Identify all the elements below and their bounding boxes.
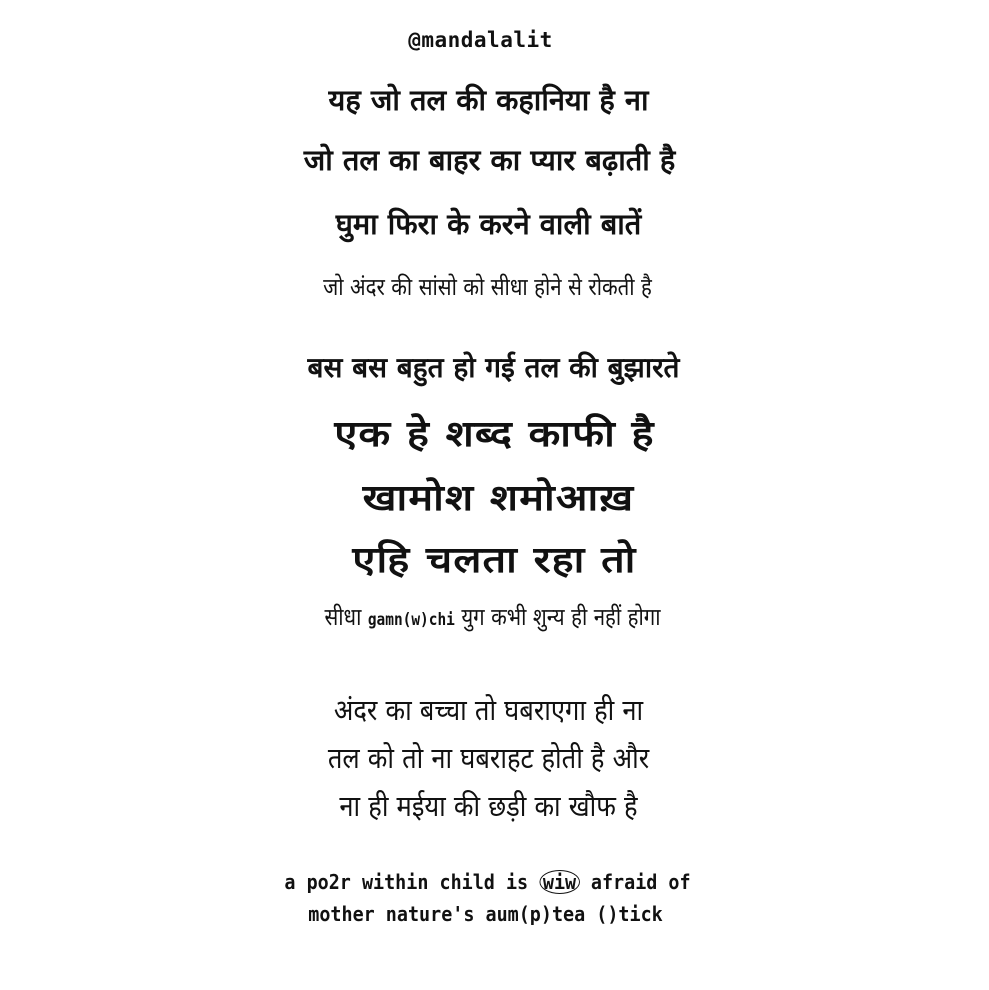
author-handle: @mandalalit [408,28,553,52]
english-line-1 [33,870,943,894]
poem-line-3: घुमा फिरा के करने वाली बातें [335,207,642,241]
stanza2-line-3: ना ही मईया की छड़ी का खौफ है [339,789,638,823]
circled-word: wiw [539,870,580,894]
poem-line-4: जो अंदर की सांसो को सीधा होने से रोकती है [323,273,652,301]
poem-line-9-part1: सीधा [324,603,368,631]
poem-line-9-mono: gamn(w)chi [367,610,455,630]
poem-line-9-part2: युग कभी शुन्य ही नहीं होगा [454,603,661,631]
stanza2-line-1: अंदर का बच्चा तो घबराएगा ही ना [333,693,644,727]
poem-line-9 [72,600,913,633]
poem-line-5: बस बस बहुत हो गई तल की बुझारते [307,351,680,384]
poem-line-2: जो तल का बाहर का प्यार बढ़ाती है [303,143,676,177]
stanza2-line-2: तल को तो ना घबराहट होती है और [327,741,650,775]
poem-line-6: एक हे शब्द काफी है [334,414,655,455]
poem-line-8: एहि चलता रहा तो [352,540,637,581]
poem-line-7: खामोश शमोआख़ [362,478,635,519]
english-line-1-before: a po2r within child is [284,870,540,894]
poem-line-1: यह जो तल की कहानिया है ना [328,83,649,117]
english-line-1-after: afraid of [579,870,691,894]
english-line-2: mother nature's aum(p)tea ()tick [308,902,663,926]
